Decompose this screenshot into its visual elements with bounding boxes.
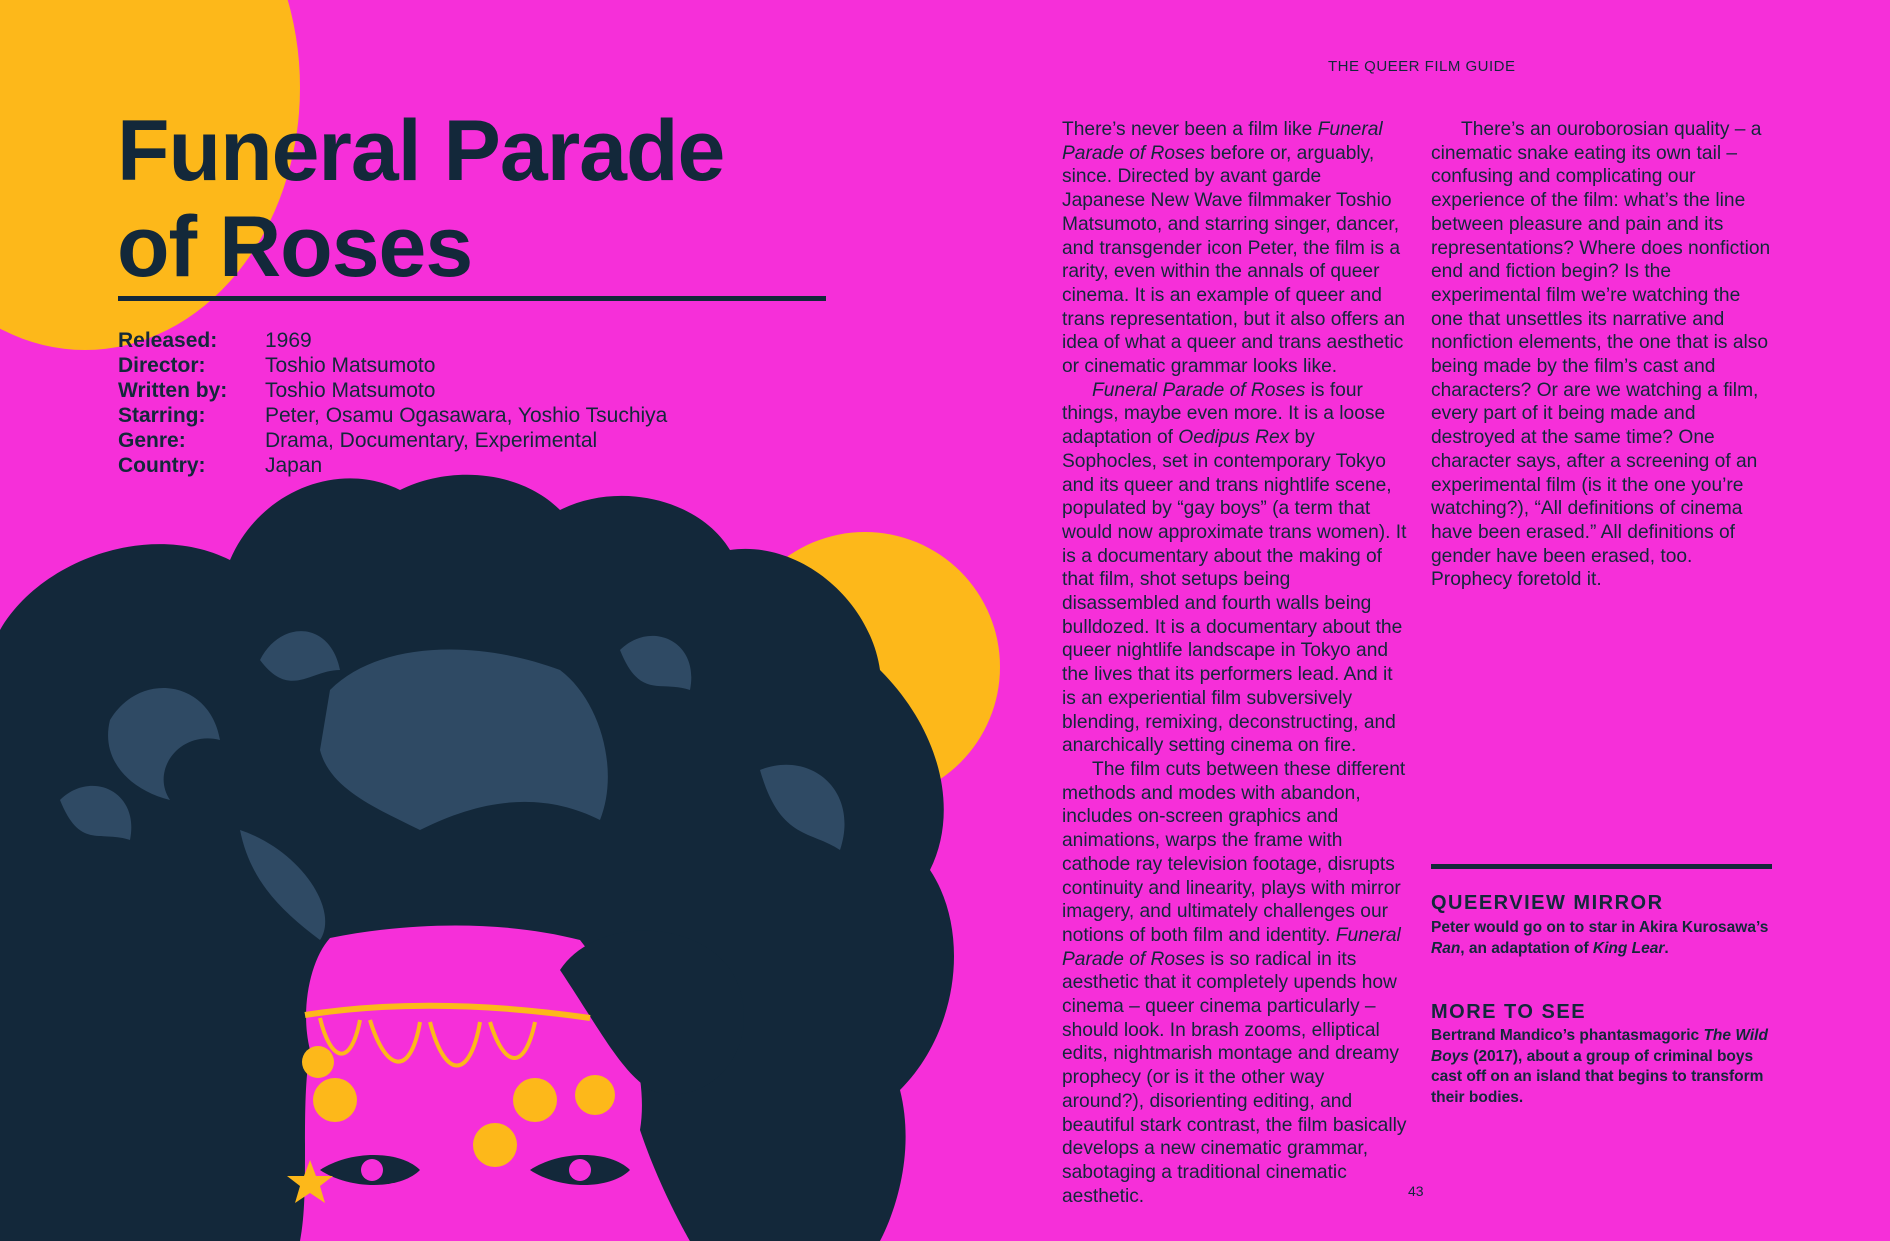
film-credits	[118, 328, 667, 478]
film-title-italic: Ran	[1431, 939, 1461, 957]
text-run: .	[1664, 939, 1669, 957]
text-run: is four things, maybe even more. It is a loose adaptation of	[1062, 379, 1386, 449]
gold-bead	[302, 1046, 334, 1078]
left-eye-iris	[361, 1159, 383, 1181]
body-column-2	[1431, 118, 1776, 592]
body-paragraph	[1062, 758, 1407, 1208]
credit-label: Country:	[118, 454, 206, 477]
gold-bead	[473, 1123, 517, 1167]
gold-bead	[575, 1075, 615, 1115]
credit-value: Toshio Matsumoto	[265, 354, 436, 377]
credit-value: Drama, Documentary, Experimental	[265, 429, 598, 452]
credit-row-starring	[118, 403, 667, 428]
film-title-italic: Funeral Parade of Roses	[1062, 924, 1401, 970]
title-line-2: of Roses	[117, 199, 473, 295]
body-paragraph	[1062, 118, 1407, 379]
credit-value: Japan	[265, 454, 323, 477]
credit-value: Toshio Matsumoto	[265, 379, 436, 402]
gold-bead	[513, 1078, 557, 1122]
work-title-italic: King Lear	[1592, 939, 1665, 957]
work-title-italic: Oedipus Rex	[1178, 427, 1290, 449]
page-title	[117, 103, 724, 295]
body-column-1	[1062, 118, 1407, 1208]
queerview-text	[1431, 918, 1771, 959]
gold-bead	[313, 1078, 357, 1122]
text-run: (2017), about a group of criminal boys cast off on an island that begins to transform their bodies.	[1431, 1047, 1764, 1106]
credit-value: Peter, Osamu Ogasawara, Yoshio Tsuchiya	[265, 404, 668, 427]
text-run: Peter would go on to star in Akira Kurosawa’s	[1431, 919, 1769, 936]
text-run: by Sophocles, set in contemporary Tokyo and its queer and trans nightlife scene, populated by “gay boys” (a term that would now approximate trans women). It is a documentary about the making of that film, shot setups being disassembled and fourth walls being bulldozed. It is a documentary about the queer nightlife landscape in Tokyo and the lives that its performers lead. And it is an experiential film subversively blending, remixing, deconstructing, and anarchically setting cinema on fire.	[1062, 427, 1407, 757]
body-paragraph: There’s an ouroborosian quality – a cinematic snake eating its own tail – confusing and complicating our experience of the film: what’s the line between pleasure and pain and its representations? Where does nonfiction end and fiction begin? Is the experimental film we’re watching the one that unsettles its narrative and nonfiction elements, the one that is also being made by the film’s cast and characters? Or are we watching a film, every part of it being made and destroyed at the same time? One character says, after a screening of an experimental film (is it the one you’re watching?), “All definitions of cinema have been erased.” All definitions of gender have been erased, too. Prophecy foretold it.	[1431, 119, 1771, 591]
title-divider	[118, 296, 826, 301]
credit-value: 1969	[265, 329, 312, 352]
right-eye-iris	[569, 1159, 591, 1181]
more-to-see-heading: MORE TO SEE	[1431, 1001, 1587, 1023]
credit-label: Written by:	[118, 379, 228, 402]
film-title-italic: Funeral Parade of Roses	[1062, 119, 1383, 164]
text-run: Bertrand Mandico’s phantasmagoric	[1431, 1027, 1704, 1044]
film-title-italic: Funeral Parade of Roses	[1092, 379, 1306, 401]
title-line-1: Funeral Parade	[117, 103, 725, 199]
body-paragraph	[1062, 379, 1407, 758]
credit-label: Starring:	[118, 404, 206, 427]
credit-label: Director:	[118, 354, 206, 377]
credit-row-released	[118, 328, 667, 353]
portrait-illustration	[0, 470, 1000, 1241]
running-head: THE QUEER FILM GUIDE	[1328, 58, 1516, 75]
credit-row-written-by	[118, 378, 667, 403]
credit-label: Genre:	[118, 429, 186, 452]
text-run: , an adaptation of	[1460, 939, 1593, 957]
more-to-see-text	[1431, 1026, 1771, 1108]
text-run: before or, arguably, since. Directed by avant garde Japanese New Wave filmmaker Toshio Matsumoto, and starring singer, dancer, and transgender icon Peter, the film is a rarity, even within the annals of queer cinema. It is an example of queer and trans representation, but it also offers an idea of what a queer and trans aesthetic or cinematic grammar looks like.	[1062, 142, 1406, 378]
film-title-italic: The Wild Boys	[1431, 1027, 1768, 1065]
sidebar-divider	[1431, 864, 1772, 869]
queerview-heading: QUEERVIEW MIRROR	[1431, 892, 1664, 914]
text-run: There’s never been a film like	[1062, 119, 1318, 140]
page-number: 43	[1408, 1183, 1424, 1199]
credit-row-genre	[118, 428, 667, 453]
credit-row-director	[118, 353, 667, 378]
text-run: The film cuts between these different methods and modes with abandon, includes on-screen graphics and animations, warps the frame with cathode ray television footage, disrupts continuity and linearity, plays with mirror imagery, and ultimately challenges our notions of both film and identity.	[1062, 758, 1406, 946]
text-run: is so radical in its aesthetic that it completely upends how cinema – queer cinema particularly – should look. In brash zooms, elliptical edits, nightmarish montage and dreamy prophecy (or is it the other way around?), disorienting editing, and beautiful stark contrast, the film basically develops a new cinematic grammar, sabotaging a traditional cinematic aesthetic.	[1062, 948, 1407, 1207]
credit-label: Released:	[118, 329, 218, 352]
